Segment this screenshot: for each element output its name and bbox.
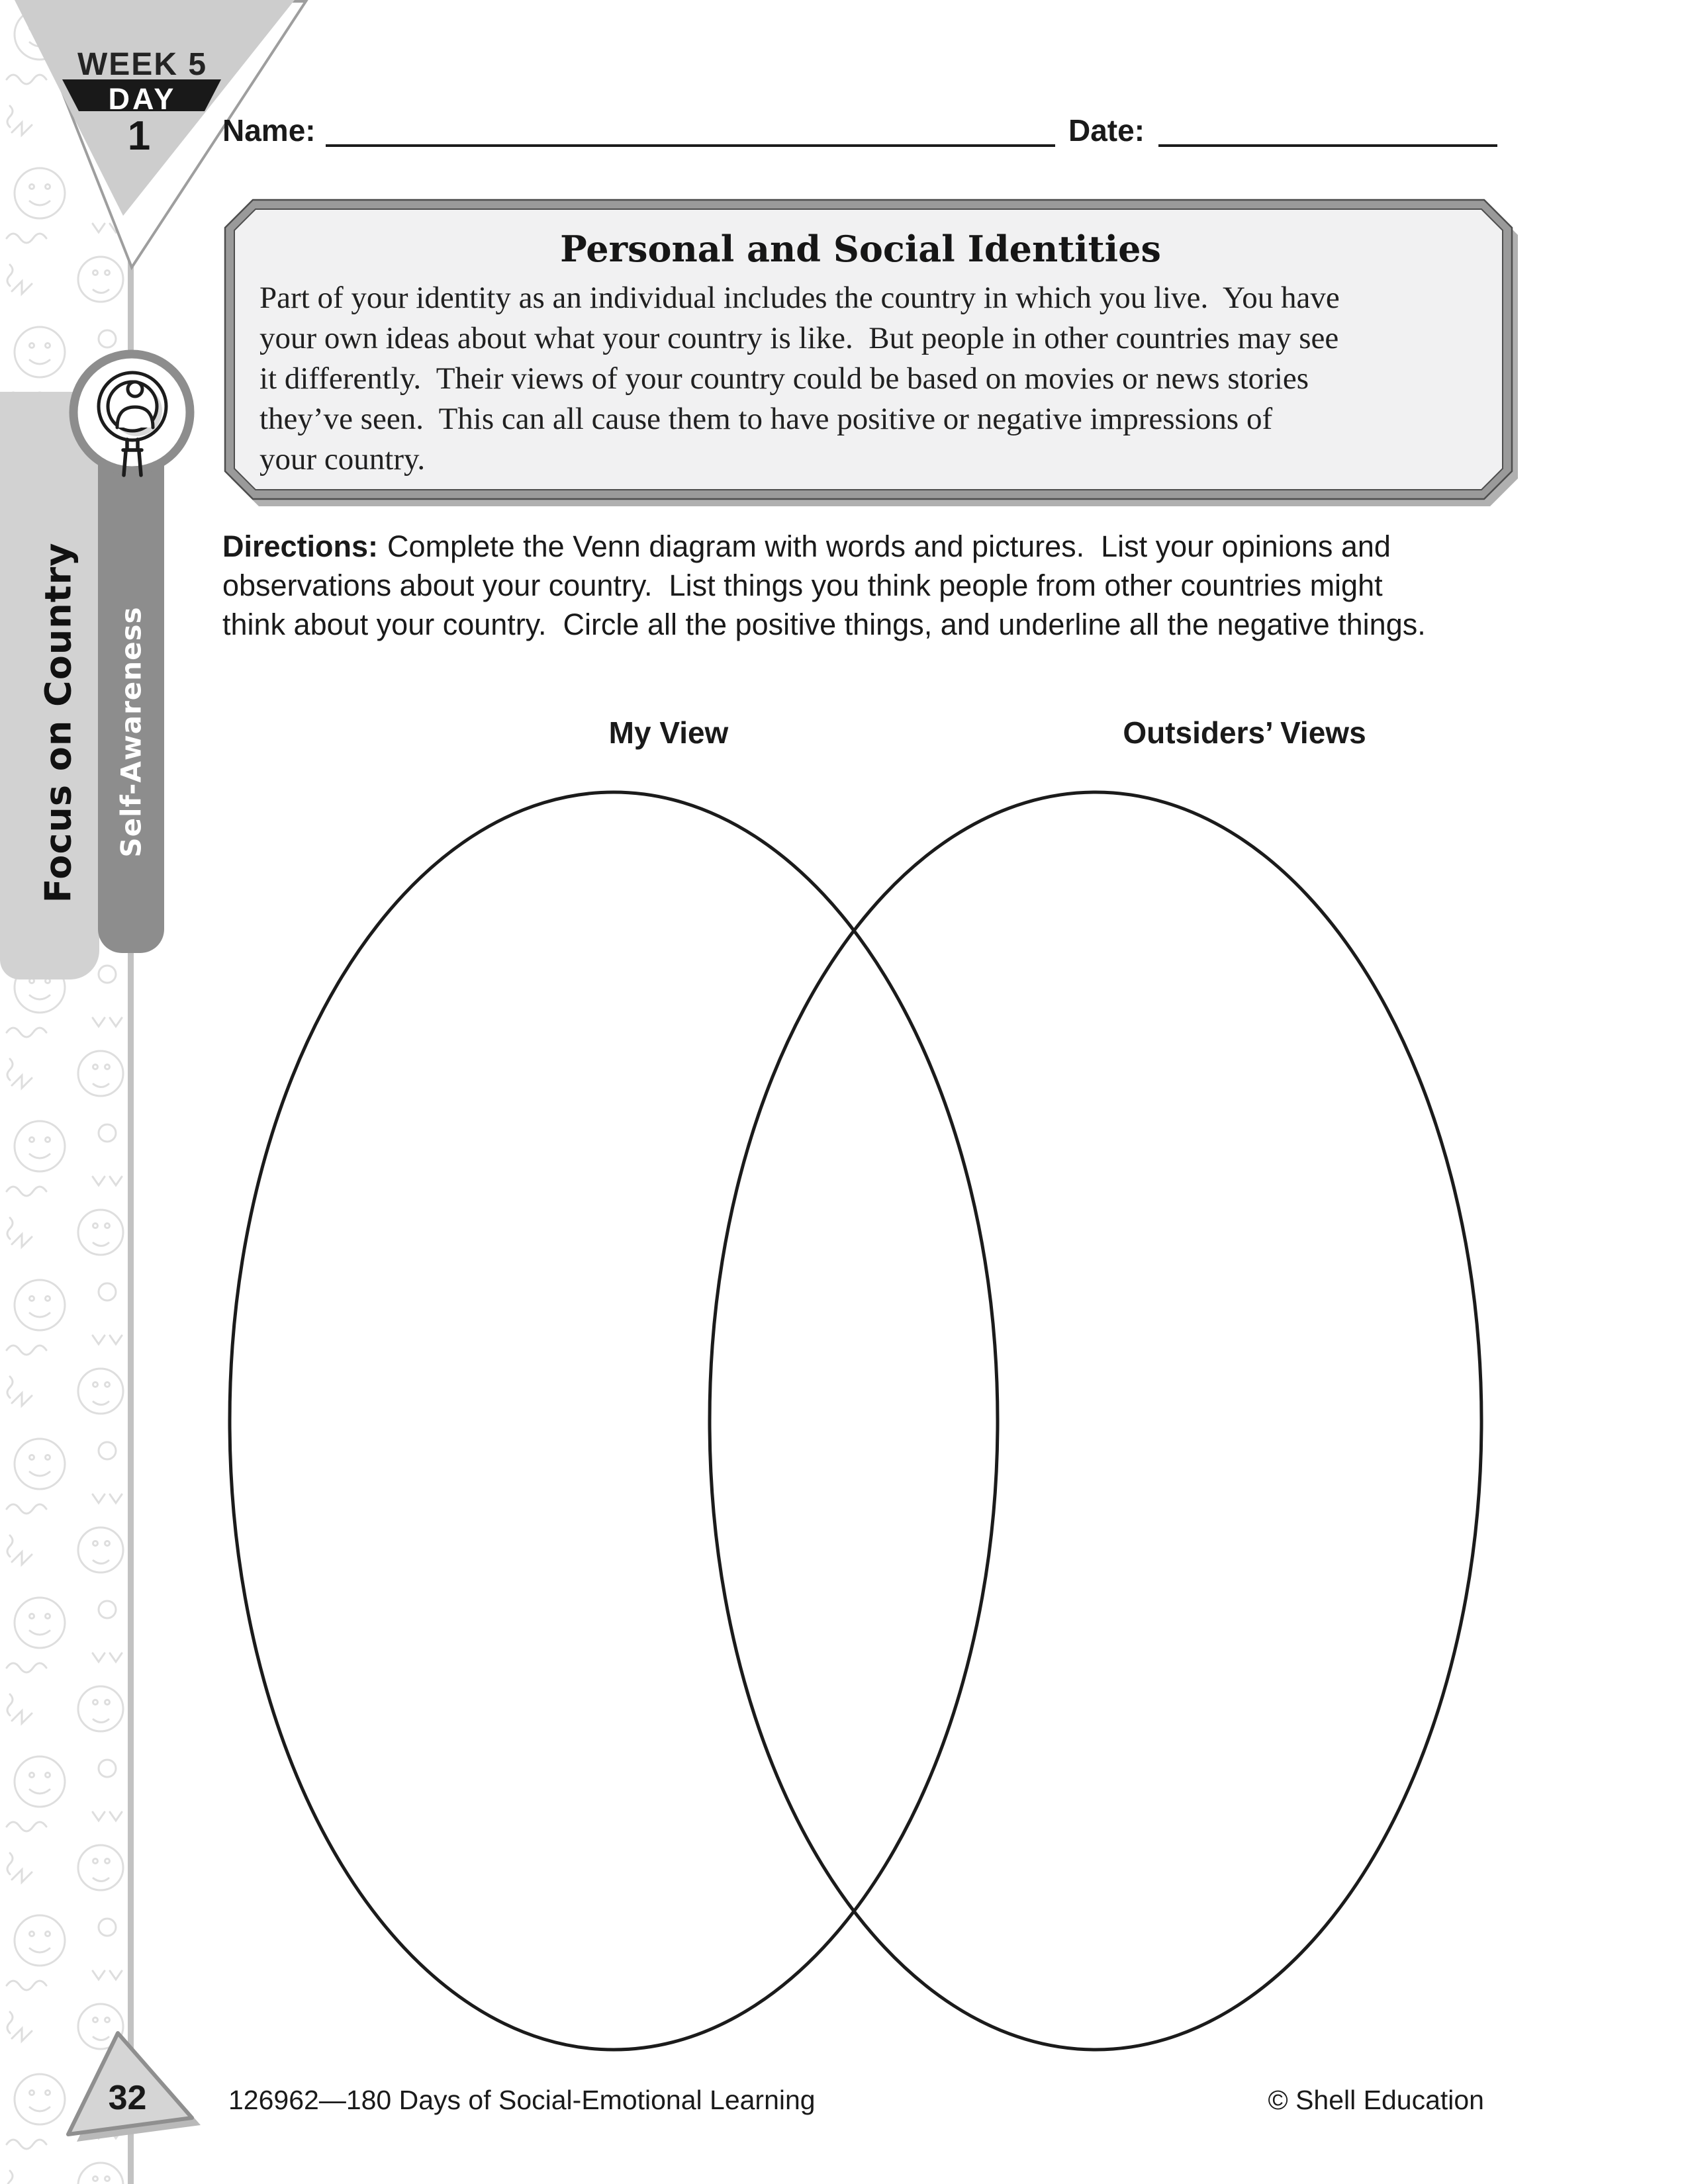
intro-box-body-line: your country. <box>259 442 426 477</box>
venn-right-region[interactable] <box>1033 993 1430 1853</box>
page-number: 32 <box>108 2079 147 2117</box>
day-number: 1 <box>127 113 151 159</box>
directions-text: Complete the Venn diagram with words and pictures. List your opinions and <box>387 529 1391 563</box>
date-input-line[interactable] <box>1158 144 1497 147</box>
week-label: WEEK 5 <box>77 47 208 82</box>
footer-publisher: © Shell Education <box>1268 2085 1484 2115</box>
directions-label: Directions: <box>222 529 379 563</box>
sidebar-competency-label: Self-Awareness <box>115 606 148 858</box>
footer-book-title: 126962—180 Days of Social-Emotional Learning <box>228 2085 816 2115</box>
venn-left-label: My View <box>608 715 729 750</box>
venn-left-region[interactable] <box>278 993 675 1853</box>
directions-paragraph <box>222 527 1426 644</box>
doodle-pattern-strip <box>0 0 132 2184</box>
person-magnifier-icon <box>66 347 199 479</box>
venn-right-label: Outsiders’ Views <box>1123 715 1366 750</box>
day-label: DAY <box>108 82 177 116</box>
directions-line: observations about your country. List things you think people from other countries might <box>222 569 1383 602</box>
venn-overlap-region[interactable] <box>722 993 986 1853</box>
name-label: Name: <box>222 113 316 148</box>
intro-box-title: Personal and Social Identities <box>560 228 1161 270</box>
sidebar-unit-label: Focus on Country <box>37 542 79 903</box>
intro-box-body-line: it differently. Their views of your country could be based on movies or news stories <box>259 361 1309 396</box>
date-label: Date: <box>1068 113 1145 148</box>
directions-line: think about your country. Circle all the positive things, and underline all the negative things. <box>222 608 1426 641</box>
intro-box-body-line: they’ve seen. This can all cause them to have positive or negative impressions of <box>259 402 1273 436</box>
intro-box-body <box>259 278 1340 480</box>
intro-box-body-line: Part of your identity as an individual includes the country in which you live. You have <box>259 281 1340 315</box>
name-input-line[interactable] <box>326 144 1055 147</box>
intro-box-body-line: your own ideas about what your country is like. But people in other countries may see <box>259 321 1339 355</box>
directions-line <box>222 527 1426 566</box>
